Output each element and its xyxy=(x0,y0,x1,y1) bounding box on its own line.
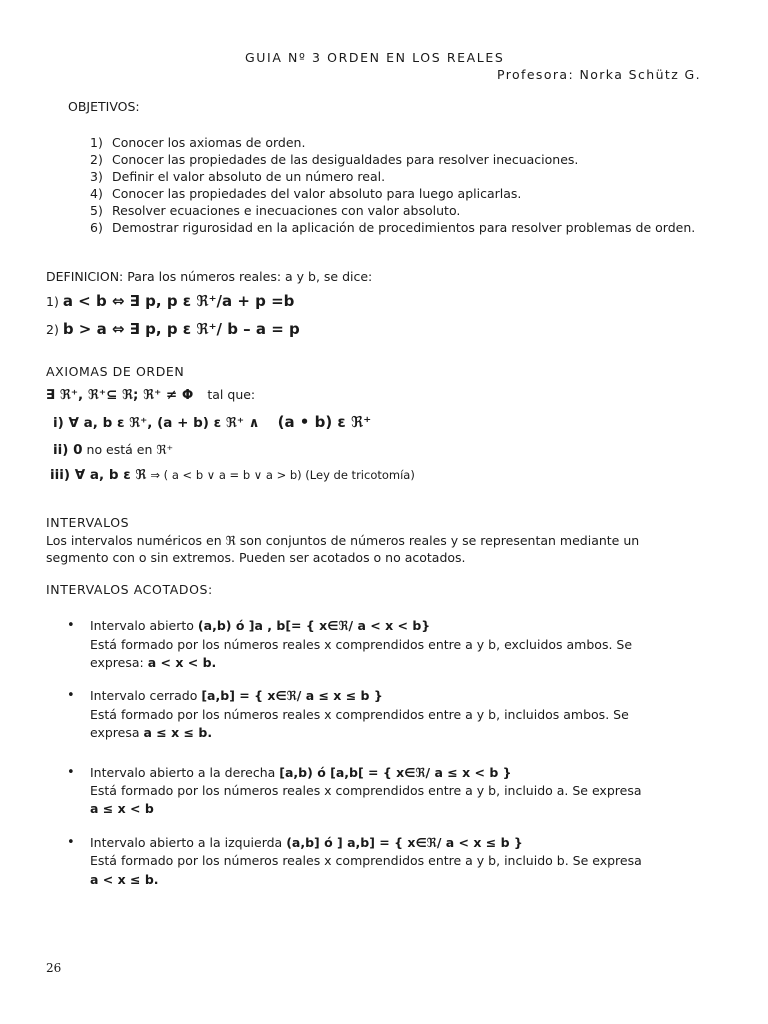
interval-expression: a < x ≤ b. xyxy=(90,872,159,887)
objective-number: 4) xyxy=(90,186,103,201)
axiom-i-part-a: i) ∀ a, b ε ℜ⁺, (a + b) ε ℜ⁺ ∧ xyxy=(53,415,260,431)
definition-formula: a < b ⇔ ∃ p, p ε ℜ⁺/a + p =b xyxy=(62,292,295,310)
bullet-icon: • xyxy=(67,618,75,633)
interval-expression-lead: expresa: xyxy=(90,655,148,670)
axioms-heading: AXIOMAS DE ORDEN xyxy=(46,364,185,379)
definition-line-number: 2) xyxy=(46,322,59,337)
axiom-i xyxy=(53,413,371,431)
page-number: 26 xyxy=(46,961,62,975)
definition-formula: b > a ⇔ ∃ p, p ε ℜ⁺/ b – a = p xyxy=(62,320,300,338)
interval-expression-line xyxy=(90,801,154,816)
objective-text: Definir el valor absoluto de un número real. xyxy=(112,169,386,184)
interval-name: Intervalo abierto a la derecha xyxy=(90,765,276,780)
objective-number: 6) xyxy=(90,220,103,235)
professor-name: Profesora: Norka Schütz G. xyxy=(497,67,702,82)
interval-notation: [a,b] = { x∈ℜ/ a ≤ x ≤ b } xyxy=(201,688,383,703)
interval-item-open xyxy=(67,618,431,633)
definition-line-number: 1) xyxy=(46,294,59,309)
existence-formula: ∃ ℜ⁺, ℜ⁺⊆ ℜ; ℜ⁺ ≠ Φ xyxy=(46,387,194,403)
interval-expression-line xyxy=(90,725,212,740)
objective-number: 5) xyxy=(90,203,103,218)
interval-description: Está formado por los números reales x comprendidos entre a y b, excluidos ambos. Se xyxy=(90,637,633,652)
objective-item xyxy=(90,219,722,236)
objective-item xyxy=(90,151,722,168)
axiom-i-part-b: (a • b) ε ℜ⁺ xyxy=(277,413,372,431)
document-title: GUIA Nº 3 ORDEN EN LOS REALES xyxy=(245,50,505,65)
definition-line-2 xyxy=(46,320,300,338)
objective-text: Conocer los axiomas de orden. xyxy=(112,135,306,150)
objective-text: Conocer las propiedades de las desigualdades para resolver inecuaciones. xyxy=(112,152,579,167)
axiom-iii-text: ⇒ ( a < b ∨ a = b ∨ a > b) (Ley de tricotomía) xyxy=(150,468,415,482)
interval-notation: [a,b) ó [a,b[ = { x∈ℜ/ a ≤ x < b } xyxy=(279,765,512,780)
axiom-ii-text: no está en ℜ⁺ xyxy=(86,442,174,457)
bullet-icon: • xyxy=(67,765,75,780)
interval-description: Está formado por los números reales x comprendidos entre a y b, incluido b. Se expresa xyxy=(90,853,642,868)
objective-number: 2) xyxy=(90,152,103,167)
interval-description: Está formado por los números reales x comprendidos entre a y b, incluidos ambos. Se xyxy=(90,707,629,722)
axioms-existence xyxy=(46,387,255,403)
bounded-intervals-heading: INTERVALOS ACOTADOS: xyxy=(46,582,213,597)
axiom-iii xyxy=(50,467,415,483)
interval-expression-lead: expresa xyxy=(90,725,144,740)
intervals-heading: INTERVALOS xyxy=(46,515,130,530)
definition-intro: DEFINICION: Para los números reales: a y b, se dice: xyxy=(46,269,373,284)
definition-line-1 xyxy=(46,292,294,310)
interval-description: Está formado por los números reales x comprendidos entre a y b, incluido a. Se expresa xyxy=(90,783,642,798)
objective-text: Conocer las propiedades del valor absoluto para luego aplicarlas. xyxy=(112,186,522,201)
interval-item-closed xyxy=(67,688,383,703)
interval-name: Intervalo abierto xyxy=(90,618,194,633)
interval-notation: (a,b] ó ] a,b] = { x∈ℜ/ a < x ≤ b } xyxy=(286,835,523,850)
interval-expression: a ≤ x < b xyxy=(90,801,154,816)
interval-name: Intervalo abierto a la izquierda xyxy=(90,835,283,850)
objective-text: Resolver ecuaciones e inecuaciones con valor absoluto. xyxy=(112,203,461,218)
objective-item xyxy=(90,168,722,185)
objective-item xyxy=(90,134,722,151)
objective-item xyxy=(90,185,722,202)
objective-number: 3) xyxy=(90,169,103,184)
interval-name: Intervalo cerrado xyxy=(90,688,198,703)
interval-expression: a < x < b. xyxy=(147,655,217,670)
objective-item xyxy=(90,202,722,219)
interval-expression-line xyxy=(90,655,216,670)
tal-que-text: tal que: xyxy=(207,387,256,402)
axiom-iii-label: iii) ∀ a, b ε ℜ xyxy=(50,467,147,483)
bullet-icon: • xyxy=(67,835,75,850)
objectives-heading: OBJETIVOS: xyxy=(68,99,140,114)
interval-notation: (a,b) ó ]a , b[= { x∈ℜ/ a < x < b} xyxy=(197,618,431,633)
interval-item-right-open xyxy=(67,765,512,780)
bullet-icon: • xyxy=(67,688,75,703)
interval-expression: a ≤ x ≤ b. xyxy=(143,725,213,740)
axiom-ii-label: ii) 0 xyxy=(53,442,83,458)
axiom-ii xyxy=(53,442,173,458)
interval-expression-line xyxy=(90,872,159,887)
interval-item-left-open xyxy=(67,835,523,850)
intervals-paragraph-line-2: segmento con o sin extremos. Pueden ser acotados o no acotados. xyxy=(46,550,466,565)
objective-number: 1) xyxy=(90,135,103,150)
objective-text: Demostrar rigurosidad en la aplicación de procedimientos para resolver problemas de orden. xyxy=(112,220,696,235)
intervals-paragraph-line-1: Los intervalos numéricos en ℜ son conjuntos de números reales y se representan mediante un xyxy=(46,533,640,548)
